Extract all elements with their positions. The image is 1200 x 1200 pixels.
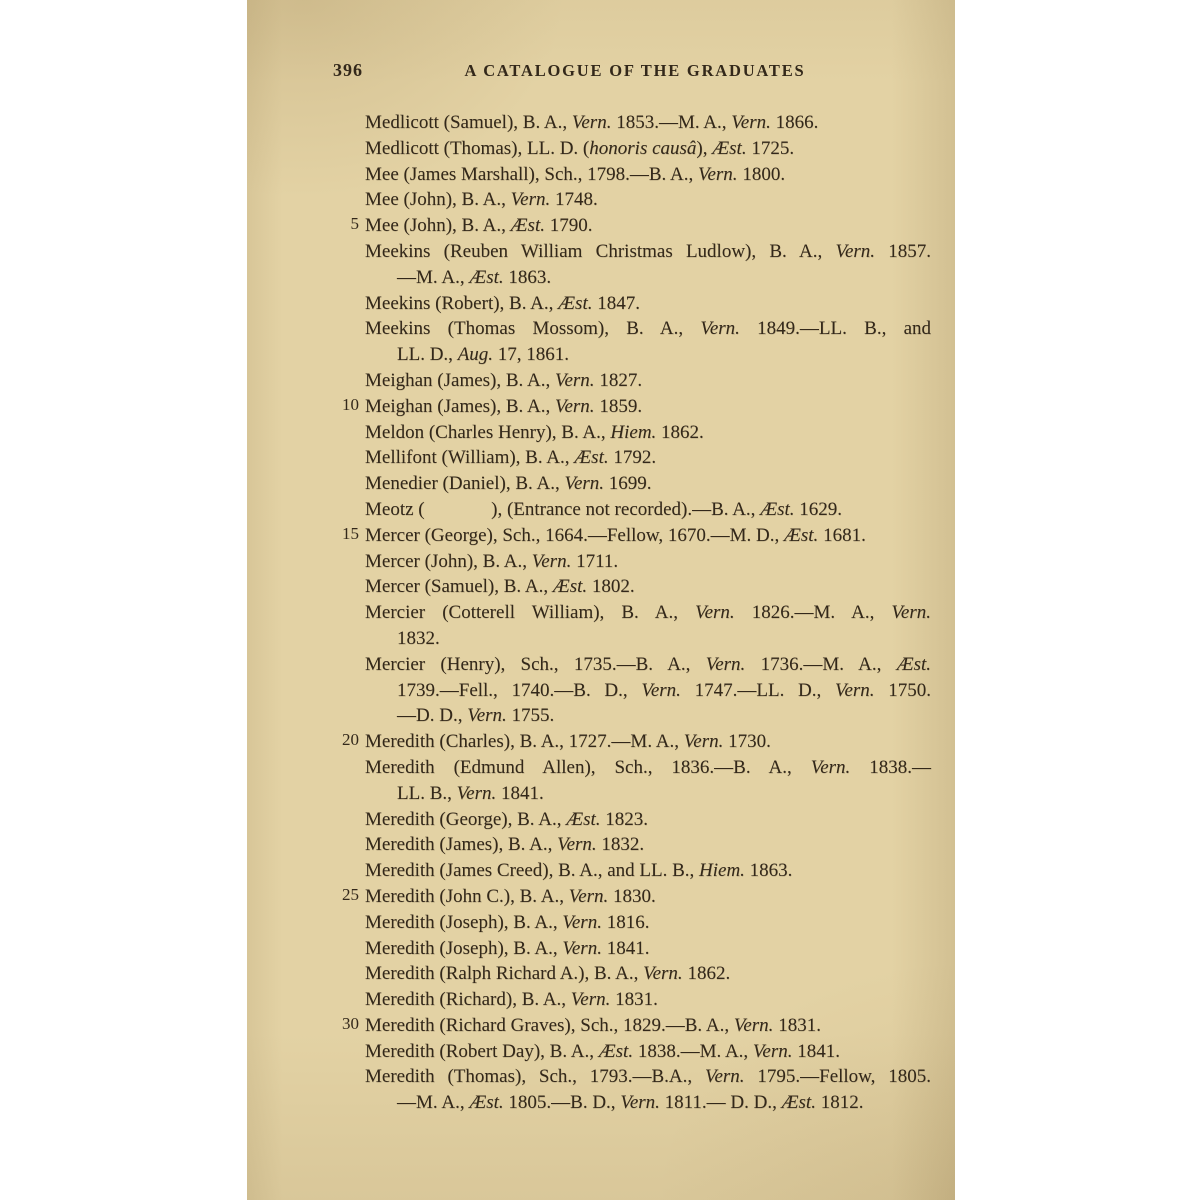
text-segment: —M. A.,	[397, 266, 470, 288]
catalogue-entry	[342, 523, 931, 549]
text-segment: Meotz ( ), (Entrance not recorded).—B. A.,	[365, 498, 761, 520]
italic-term: Vern.	[705, 653, 746, 675]
text-segment: Meredith (James), B. A.,	[365, 834, 558, 856]
text-segment: 1800.	[737, 163, 786, 185]
text-segment: 1711.	[571, 550, 619, 572]
text-segment: Mee (John), B. A.,	[365, 189, 511, 211]
catalogue-entry	[342, 394, 931, 420]
entry-line	[365, 239, 931, 265]
catalogue-entry	[365, 471, 931, 497]
text-segment: Medlicott (Samuel), B. A.,	[365, 112, 572, 133]
text-segment: 1730.	[723, 731, 771, 753]
italic-term: Vern.	[697, 163, 738, 185]
text-segment: Mercier (Henry), Sch., 1735.—B. A.,	[365, 653, 706, 675]
entry-line	[365, 755, 931, 781]
catalogue-entry	[365, 291, 931, 317]
catalogue-entry	[365, 961, 931, 987]
entry-line	[365, 213, 931, 239]
text-segment: 1866.	[770, 112, 819, 133]
entry-index-number: 10	[342, 394, 359, 414]
entry-line	[365, 936, 931, 962]
text-segment: Mee (John), B. A.,	[365, 215, 511, 237]
text-segment: Mercer (George), Sch., 1664.—Fellow, 1670.—M. D.,	[365, 524, 784, 546]
text-segment: 1748.	[550, 189, 598, 211]
text-segment: 1699.	[604, 473, 652, 495]
italic-term: Vern.	[557, 834, 597, 856]
text-segment: 1853.—M. A.,	[611, 112, 732, 133]
entry-index-number: 30	[342, 1013, 359, 1033]
text-segment: 1832.	[397, 627, 440, 649]
catalogue-entry	[365, 445, 931, 471]
text-segment: Meekins (Robert), B. A.,	[365, 292, 559, 314]
entry-index-number: 20	[342, 730, 359, 750]
page-header	[247, 60, 955, 86]
italic-term: honoris causâ	[589, 137, 697, 159]
catalogue-entry	[365, 936, 931, 962]
entry-line	[365, 678, 931, 704]
text-segment: Meighan (James), B. A.,	[365, 369, 555, 391]
text-segment: 1747.—LL. D.,	[680, 679, 835, 701]
graduate-list	[342, 110, 932, 1116]
italic-term: Æst.	[510, 215, 545, 237]
entry-lines	[365, 755, 931, 807]
catalogue-entry	[365, 316, 931, 368]
text-segment: Meredith (Edmund Allen), Sch., 1836.—B. A.,	[365, 756, 811, 778]
catalogue-entry	[365, 755, 931, 807]
entry-line	[365, 549, 931, 575]
entry-lines	[365, 652, 931, 729]
entry-line	[365, 368, 931, 394]
text-segment: 1802.	[587, 576, 635, 598]
text-segment: 17, 1861.	[493, 344, 570, 366]
entry-index-number: 15	[342, 523, 359, 543]
entry-line	[365, 523, 931, 549]
text-segment: 1857.	[875, 240, 931, 262]
entry-line	[365, 420, 931, 446]
entry-line	[365, 858, 931, 884]
text-segment: Meredith (Joseph), B. A.,	[365, 937, 563, 959]
entry-line	[365, 961, 931, 987]
italic-term: Vern.	[562, 911, 602, 933]
entry-lines	[365, 1039, 931, 1065]
catalogue-entry	[365, 910, 931, 936]
text-segment: Meighan (James), B. A.,	[365, 395, 555, 417]
entry-lines	[365, 162, 931, 188]
catalogue-entry	[365, 239, 931, 291]
entry-lines	[365, 936, 931, 962]
text-segment: Meredith (Joseph), B. A.,	[365, 911, 563, 933]
italic-term: Vern.	[733, 1014, 774, 1036]
entry-line	[365, 652, 931, 678]
italic-term: Æst.	[781, 1092, 816, 1114]
text-segment: Meredith (Robert Day), B. A.,	[365, 1040, 599, 1062]
text-segment: LL. B.,	[397, 782, 457, 804]
entry-line	[365, 807, 931, 833]
entry-lines	[365, 987, 931, 1013]
entry-lines	[365, 394, 931, 420]
entry-line	[365, 316, 931, 342]
text-segment: 1831.	[773, 1014, 821, 1036]
italic-term: Vern.	[554, 369, 595, 391]
entry-line	[365, 394, 931, 420]
text-segment: 1681.	[818, 524, 866, 546]
italic-term: Vern.	[510, 189, 551, 211]
catalogue-entry	[365, 832, 931, 858]
catalogue-entry	[365, 420, 931, 446]
italic-term: Æst.	[598, 1040, 634, 1062]
text-segment: 1795.—Fellow, 1805.	[744, 1066, 931, 1088]
text-segment: 1859.	[594, 395, 643, 417]
text-segment: 1827.	[594, 369, 643, 391]
entry-line	[365, 600, 931, 626]
italic-term: Hiem.	[610, 421, 657, 443]
entry-lines	[365, 807, 931, 833]
text-segment: 1862.	[682, 963, 731, 985]
entry-lines	[365, 832, 931, 858]
text-segment: Mee (James Marshall), Sch., 1798.—B. A.,	[365, 163, 698, 185]
italic-term: Aug.	[457, 344, 494, 366]
catalogue-entry	[342, 1013, 931, 1039]
text-segment: 1831.	[610, 989, 658, 1011]
text-segment: 1755.	[506, 705, 555, 727]
catalogue-entry	[365, 1039, 931, 1065]
text-segment: 1841.	[496, 782, 544, 804]
entry-line	[365, 781, 931, 807]
catalogue-entry	[342, 729, 931, 755]
entry-lines	[365, 1013, 931, 1039]
italic-term: Vern.	[643, 963, 683, 985]
text-segment: 1805.—B. D.,	[503, 1092, 621, 1114]
entry-line	[365, 1013, 931, 1039]
italic-term: Vern.	[731, 112, 771, 133]
italic-term: Vern.	[704, 1066, 745, 1088]
entry-lines	[365, 858, 931, 884]
italic-term: Æst.	[574, 447, 609, 469]
entry-lines	[365, 187, 931, 213]
italic-term: Vern.	[564, 473, 605, 495]
italic-term: Vern.	[835, 240, 876, 262]
italic-term: Æst.	[896, 653, 932, 675]
text-segment: Mellifont (William), B. A.,	[365, 447, 575, 469]
text-segment: 1830.	[608, 885, 656, 907]
italic-term: Æst.	[783, 524, 819, 546]
italic-term: Hiem.	[699, 860, 745, 882]
text-segment: 1863.	[744, 860, 793, 882]
entry-lines	[365, 420, 931, 446]
entry-line	[365, 471, 931, 497]
catalogue-entry	[342, 884, 931, 910]
italic-term: Vern.	[700, 318, 740, 340]
italic-term: Vern.	[695, 602, 735, 624]
italic-term: Æst.	[760, 498, 795, 520]
text-segment: Meekins (Thomas Mossom), B. A.,	[365, 318, 701, 340]
italic-term: Vern.	[562, 937, 602, 959]
entry-lines	[365, 471, 931, 497]
italic-term: Vern.	[683, 731, 724, 753]
text-segment: Medlicott (Thomas), LL. D. (	[365, 137, 590, 159]
entry-line	[365, 910, 931, 936]
entry-lines	[365, 549, 931, 575]
entry-lines	[365, 497, 931, 523]
italic-term: Æst.	[566, 808, 601, 830]
catalogue-entry	[365, 1064, 931, 1116]
text-segment: LL. D.,	[397, 344, 458, 366]
entry-line	[365, 1064, 931, 1090]
text-segment: Meldon (Charles Henry), B. A.,	[365, 421, 611, 443]
italic-term: Vern.	[891, 602, 931, 624]
entry-lines	[365, 574, 931, 600]
text-segment: Mercer (John), B. A.,	[365, 550, 532, 572]
entry-line	[365, 162, 931, 188]
entry-line	[365, 110, 931, 136]
text-segment: 1849.—LL. B., and	[739, 318, 931, 340]
text-segment: Meredith (Thomas), Sch., 1793.—B.A.,	[365, 1066, 705, 1088]
italic-term: Vern.	[810, 756, 851, 778]
text-segment: 1790.	[544, 215, 593, 237]
text-segment: Meredith (James Creed), B. A., and LL. B.,	[365, 860, 700, 882]
catalogue-entry	[365, 162, 931, 188]
entry-line	[365, 1039, 931, 1065]
text-segment: ),	[696, 137, 713, 159]
entry-lines	[365, 291, 931, 317]
text-segment: Meredith (Richard), B. A.,	[365, 989, 571, 1011]
text-segment: Mercier (Cotterell William), B. A.,	[365, 602, 696, 624]
entry-lines	[365, 523, 931, 549]
italic-term: Æst.	[469, 266, 504, 288]
text-segment: 1841.	[601, 937, 650, 959]
italic-term: Æst.	[552, 576, 588, 598]
entry-line	[365, 497, 931, 523]
catalogue-entry	[365, 574, 931, 600]
italic-term: Æst.	[469, 1092, 504, 1114]
italic-term: Æst.	[558, 292, 593, 314]
catalogue-entry	[365, 187, 931, 213]
text-segment: 1750.	[874, 679, 932, 701]
entry-line	[365, 987, 931, 1013]
catalogue-entry	[365, 497, 931, 523]
entry-lines	[365, 1064, 931, 1116]
entry-lines	[365, 729, 931, 755]
text-segment: Meredith (George), B. A.,	[365, 808, 567, 830]
entry-line	[365, 574, 931, 600]
entry-lines	[365, 136, 931, 162]
catalogue-entry	[365, 600, 931, 652]
catalogue-entry	[365, 987, 931, 1013]
text-segment: 1841.	[792, 1040, 840, 1062]
entry-index-number: 5	[350, 214, 359, 234]
text-segment: 1629.	[794, 498, 843, 520]
text-segment: Meredith (Ralph Richard A.), B. A.,	[365, 963, 644, 985]
italic-term: Vern.	[568, 885, 609, 907]
italic-term: Vern.	[834, 679, 875, 701]
running-title: A CATALOGUE OF THE GRADUATES	[464, 61, 806, 80]
text-segment: 1863.	[503, 266, 552, 288]
catalogue-entry	[365, 807, 931, 833]
text-segment: Meredith (Richard Graves), Sch., 1829.—B. A.,	[365, 1014, 734, 1036]
entry-line	[365, 1090, 931, 1116]
italic-term: Vern.	[571, 112, 612, 133]
entry-lines	[365, 910, 931, 936]
entry-line	[365, 703, 931, 729]
catalogue-entry	[365, 136, 931, 162]
entry-lines	[365, 600, 931, 652]
text-segment: 1823.	[600, 808, 649, 830]
entry-line	[365, 342, 931, 368]
entry-line	[365, 445, 931, 471]
entry-line	[365, 626, 931, 652]
text-segment: 1832.	[596, 834, 645, 856]
text-segment: 1811.— D. D.,	[659, 1092, 782, 1114]
catalogue-entry	[350, 213, 931, 239]
italic-term: Vern.	[752, 1040, 793, 1062]
entry-index-number: 25	[342, 884, 359, 904]
entry-lines	[365, 239, 931, 291]
italic-term: Vern.	[531, 550, 572, 572]
text-segment: 1838.—M. A.,	[633, 1040, 753, 1062]
text-segment: 1739.—Fell., 1740.—B. D.,	[397, 679, 642, 701]
text-segment: 1812.	[815, 1092, 864, 1114]
italic-term: Vern.	[456, 782, 497, 804]
entry-lines	[365, 213, 931, 239]
entry-lines	[365, 884, 931, 910]
text-segment: —D. D.,	[397, 705, 468, 727]
catalogue-entry	[365, 110, 931, 136]
entry-line	[365, 265, 931, 291]
entry-lines	[365, 316, 931, 368]
italic-term: Vern.	[467, 705, 507, 727]
catalogue-entry	[365, 368, 931, 394]
text-segment: 1816.	[601, 911, 650, 933]
entry-line	[365, 729, 931, 755]
catalogue-entry	[365, 858, 931, 884]
text-segment: Meredith (Charles), B. A., 1727.—M. A.,	[365, 731, 684, 753]
catalogue-entry	[365, 652, 931, 729]
entry-line	[365, 291, 931, 317]
italic-term: Vern.	[620, 1092, 660, 1114]
text-segment: 1792.	[608, 447, 657, 469]
entry-line	[365, 832, 931, 858]
entry-lines	[365, 368, 931, 394]
italic-term: Vern.	[554, 395, 595, 417]
italic-term: Vern.	[641, 679, 681, 701]
italic-term: Æst.	[712, 137, 747, 159]
text-segment: —M. A.,	[397, 1092, 470, 1114]
entry-line	[365, 187, 931, 213]
text-segment: 1725.	[746, 137, 795, 159]
italic-term: Vern.	[570, 989, 611, 1011]
text-segment: 1847.	[592, 292, 640, 314]
catalogue-entry	[365, 549, 931, 575]
text-segment: 1736.—M. A.,	[745, 653, 897, 675]
page-number: 396	[333, 60, 363, 80]
entry-line	[365, 884, 931, 910]
text-segment: Menedier (Daniel), B. A.,	[365, 473, 565, 495]
text-segment: Meredith (John C.), B. A.,	[365, 885, 569, 907]
text-segment: Meekins (Reuben William Christmas Ludlow), B. A.,	[365, 240, 836, 262]
text-segment: 1862.	[656, 421, 704, 443]
text-segment: 1826.—M. A.,	[734, 602, 892, 624]
entry-lines	[365, 961, 931, 987]
entry-line	[365, 136, 931, 162]
text-segment: Mercer (Samuel), B. A.,	[365, 576, 553, 598]
book-page	[247, 0, 955, 1200]
entry-lines	[365, 110, 931, 136]
entry-lines	[365, 445, 931, 471]
text-segment: 1838.—	[850, 756, 931, 778]
